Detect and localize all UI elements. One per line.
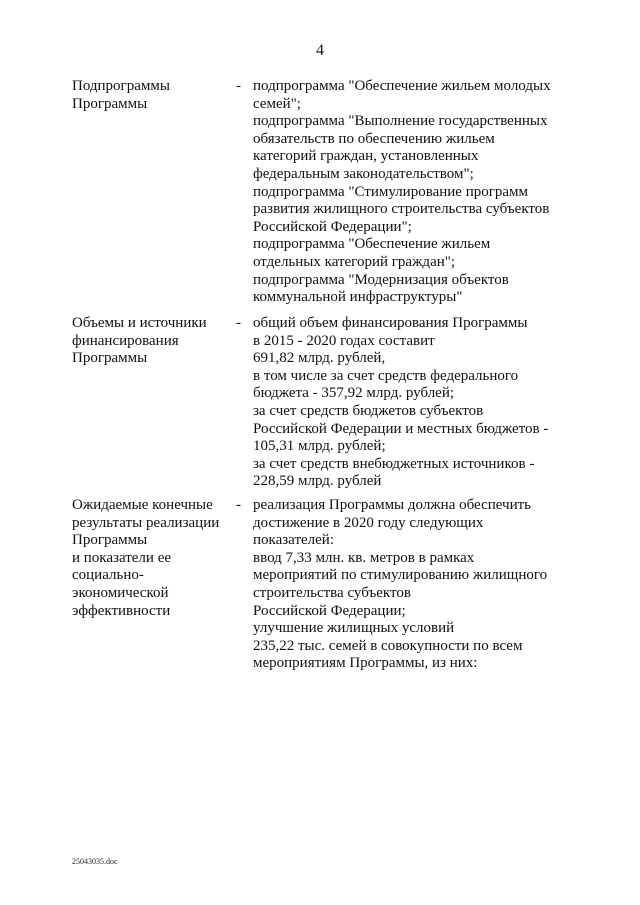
value-line: подпрограмма "Обеспечение жильем — [253, 236, 491, 253]
value-line: Российской Федерации"; — [253, 218, 412, 235]
row-value — [253, 78, 593, 307]
value-line: семей"; — [253, 95, 301, 112]
value-line: 691,82 млрд. рублей, — [253, 350, 386, 367]
value-line: мероприятий по стимулированию жилищного — [253, 567, 548, 584]
row-label — [72, 497, 232, 620]
label-line: Объемы и источники — [72, 315, 207, 331]
label-line: эффективности — [72, 602, 171, 619]
value-line: общий объем финансирования Программы — [253, 315, 528, 331]
value-line: Российской Федерации; — [253, 602, 406, 619]
value-line: улучшение жилищных условий — [253, 620, 455, 637]
label-line: Подпрограммы — [72, 78, 170, 94]
value-line: 228,59 млрд. рублей — [253, 473, 382, 490]
label-line: Программы — [72, 532, 148, 549]
value-line: коммунальной инфраструктуры" — [253, 289, 463, 306]
value-line: бюджета - 357,92 млрд. рублей; — [253, 385, 455, 402]
value-line: федеральным законодательством"; — [253, 165, 474, 182]
value-line: в том числе за счет средств федерального — [253, 367, 519, 384]
value-line: 105,31 млрд. рублей; — [253, 438, 386, 455]
value-line: подпрограмма "Модернизация объектов — [253, 271, 509, 288]
value-line: достижение в 2020 году следующих — [253, 514, 484, 531]
value-line: реализация Программы должна обеспечить — [253, 497, 532, 513]
value-line: подпрограмма "Выполнение государственных — [253, 113, 548, 130]
row-dash: - — [236, 78, 241, 94]
row-dash: - — [236, 315, 241, 331]
label-line: и показатели ее — [72, 549, 172, 566]
value-line: отдельных категорий граждан"; — [253, 253, 456, 270]
value-line: в 2015 - 2020 годах составит — [253, 332, 435, 349]
value-line: категорий граждан, установленных — [253, 148, 479, 165]
label-line: Программы — [72, 350, 148, 367]
value-line: мероприятиям Программы, из них: — [253, 655, 478, 672]
row-dash: - — [236, 497, 241, 513]
label-line: Программы — [72, 95, 148, 112]
label-line: финансирования — [72, 332, 179, 349]
value-line: развития жилищного строительства субъектов — [253, 201, 550, 218]
row-label — [72, 315, 232, 368]
page-number: 4 — [316, 42, 324, 59]
value-line: подпрограмма "Обеспечение жильем молодых — [253, 78, 551, 94]
value-line: за счет средств внебюджетных источников - — [253, 455, 535, 472]
footer-file-code: 25043035.doc — [72, 857, 118, 866]
value-line: подпрограмма "Стимулирование программ — [253, 183, 529, 200]
row-value — [253, 315, 593, 491]
value-line: за счет средств бюджетов субъектов — [253, 402, 484, 419]
value-line: 235,22 тыс. семей в совокупности по всем — [253, 637, 523, 654]
value-line: обязательств по обеспечению жильем — [253, 130, 495, 147]
label-line: результаты реализации — [72, 514, 220, 531]
row-value — [253, 497, 593, 673]
value-line: строительства субъектов — [253, 584, 411, 601]
label-line: экономической — [72, 584, 169, 601]
row-label — [72, 78, 232, 113]
label-line: Ожидаемые конечные — [72, 497, 213, 513]
value-line: показателей: — [253, 532, 334, 549]
value-line: Российской Федерации и местных бюджетов - — [253, 420, 549, 437]
value-line: ввод 7,33 млн. кв. метров в рамках — [253, 549, 475, 566]
label-line: социально- — [72, 567, 144, 584]
